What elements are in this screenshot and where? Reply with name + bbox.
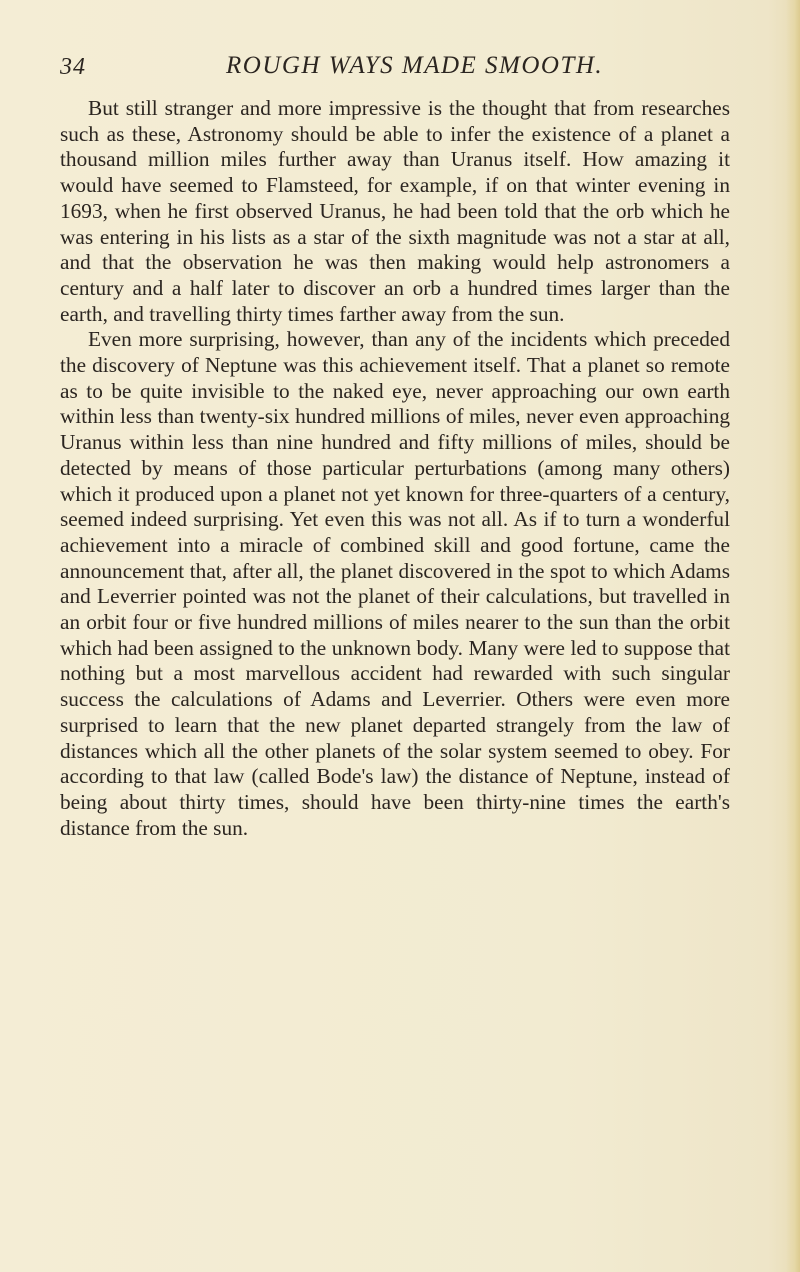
page-number: 34 bbox=[60, 54, 86, 80]
page-header bbox=[60, 52, 740, 86]
paragraph: Even more surprising, however, than any of the incidents which preceded the discovery of Neptune was this achievement itself. That a planet so remote as to be quite invisible to the naked eye, never approaching our own earth within less than twenty-six hundred millions of miles, never even approaching Uranus within less than nine hundred and fifty millions of miles, should be detected by means of those particular perturbations (among many others) which it produced upon a planet not yet known for three-quarters of a century, seemed indeed surprising. Yet even this was not all. As if to turn a wonderful achievement into a miracle of combined skill and good fortune, came the announcement that, after all, the planet discovered in the spot to which Adams and Leverrier pointed was not the planet of their calculations, but travelled in an orbit four or five hundred millions of miles nearer to the sun than the orbit which had been assigned to the unknown body. Many were led to suppose that nothing but a most marvellous accident had rewarded with such singular success the calculations of Adams and Leverrier. Others were even more surprised to learn that the new planet departed strangely from the law of distances which all the other planets of the solar system seemed to obey. For according to that law (called Bode's law) the distance of Neptune, instead of being about thirty times, should have been thirty-nine times the earth's distance from the sun. bbox=[60, 327, 730, 840]
running-title: ROUGH WAYS MADE SMOOTH. bbox=[226, 52, 604, 79]
page-edge-shadow bbox=[786, 0, 800, 1272]
paragraph: But still stranger and more impressive is the thought that from researches such as these, Astronomy should be able to infer the existence of a planet a thousand million miles further away than Uranus itself. How amazing it would have seemed to Flamsteed, for example, if on that winter evening in 1693, when he first observed Uranus, he had been told that the orb which he was entering in his lists as a star of the sixth magnitude was not a star at all, and that the observation he was then making would help astronomers a century and a half later to discover an orb a hundred times larger than the earth, and travelling thirty times farther away from the sun. bbox=[60, 96, 730, 326]
body-text bbox=[60, 96, 730, 841]
